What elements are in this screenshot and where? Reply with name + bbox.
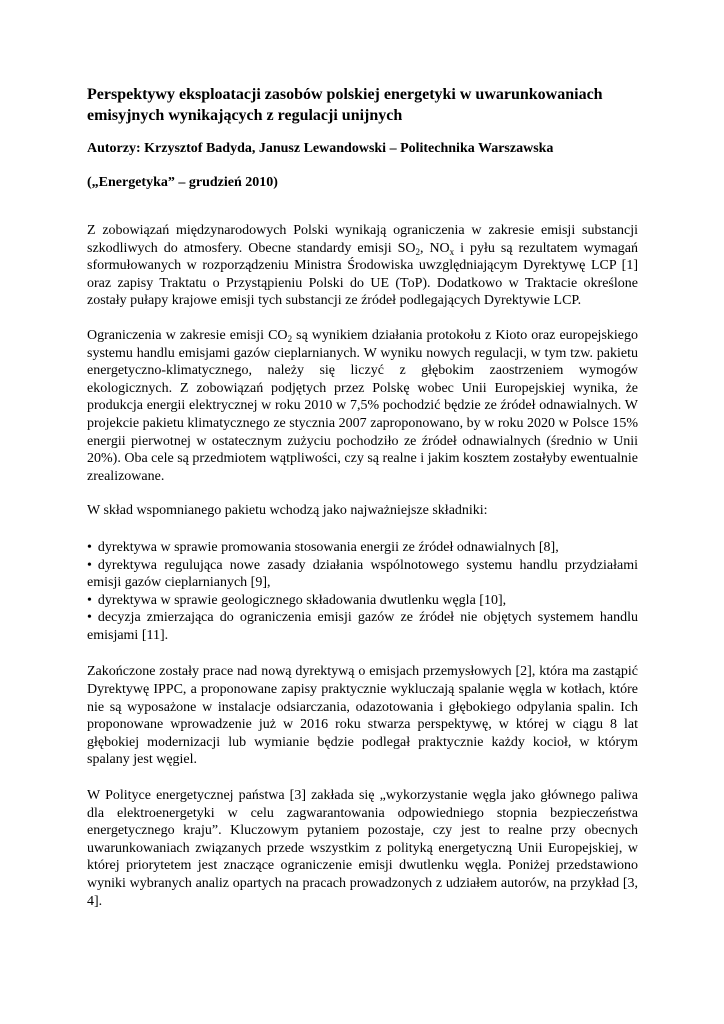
list-item-text: dyrektywa w sprawie geologicznego składowania dwutlenku węgla [10], [97,592,507,608]
text-run: Z zobowiązań międzynarodowych Polski wynikają ograniczenia w zakresie emisji substancji szkodliwych do atmosfery. Obecne standardy emisji SO [87,223,638,256]
list-item [87,539,638,557]
text-run: , NO [419,240,450,256]
source-line: („Energetyka” – grudzień 2010) [87,175,278,190]
bullet-marker: • [87,557,92,573]
text-run: Ograniczenia w zakresie emisji CO [87,327,288,343]
paragraph-co2-limits [87,327,638,485]
list-item-text: dyrektywa regulująca nowe zasady działania wspólnotowego systemu handlu przydziałami emisji gazów cieplarnianych [9], [87,557,638,591]
bullet-marker: • [87,539,92,555]
package-components-list [87,539,638,645]
document-page [87,84,638,910]
bullet-marker: • [87,592,92,608]
paragraph-industrial-emissions: Zakończone zostały prace nad nową dyrektywą o emisjach przemysłowych [2], która ma zastąpić Dyrektywę IPPC, a proponowane zapisy praktycznie wykluczają spalanie węgla w kotłach, które nie są wyposażone w instalacje odsiarczania, odazotowania i głębokiego odpylania spalin. Ich proponowane wprowadzenie już w 2016 roku stwarza perspektywę, w której w ciągu 8 lat głębokiej modernizacji lub wymianie będzie podlegał praktycznie każdy kocioł, w którym spalany jest węgiel. [87,664,638,768]
subscript: 2 [287,333,293,344]
bullet-marker: • [87,610,92,626]
list-item [87,592,638,610]
list-item [87,609,638,644]
authors-line: Autorzy: Krzysztof Badyda, Janusz Lewandowski – Politechnika Warszawska [87,141,554,156]
list-item-text: dyrektywa w sprawie promowania stosowania energii ze źródeł odnawialnych [8], [97,539,559,555]
list-item [87,557,638,592]
document-title: Perspektywy eksploatacji zasobów polskiej energetyki w uwarunkowaniach emisyjnych wynikających z regulacji unijnych [87,86,603,124]
paragraph-emissions-standards [87,222,638,310]
paragraph-energy-policy: W Polityce energetycznej państwa [3] zakłada się „wykorzystanie węgla jako głównego paliwa dla elektroenergetyki w celu zagwarantowania odpowiedniego stopnia bezpieczeństwa energetycznego kraju”. Kluczowym pytaniem pozostaje, czy jest to realne przy obecnych uwarunkowaniach związanych przede wszystkim z polityką energetyczną Unii Europejskiej, w której priorytetem jest znaczące ograniczenie emisji dwutlenku węgla. Poniżej przedstawiono wyniki wybranych analiz opartych na pracach prowadzonych z udziałem autorów, na przykład [3, 4]. [87,788,638,909]
subscript: 2 [415,246,420,257]
subscript: x [449,246,455,257]
text-run: są wynikiem działania protokołu z Kioto oraz europejskiego systemu handlu emisjami gazów cieplarnianych. W wyniku nowych regulacji, w tym tzw. pakietu energetyczno-klimatycznego, należy się liczyć z głębokim zaostrzeniem wymogów ekologicznych. Z zobowiązań podjętych przez Polskę wobec Unii Europejskiej wynika, że produkcja energii elektrycznej w roku 2010 w 7,5% pochodzić będzie ze źródeł odnawialnych. W projekcie pakietu klimatycznego ze stycznia 2007 zaproponowano, by w roku 2020 w Polsce 15% energii pierwotnej w ostatecznym zużyciu pochodziło ze źródeł odnawialnych (średnio w Unii 20%). Oba cele są przedmiotem wątpliwości, czy są realne i jakim kosztem zostałyby ewentualnie zrealizowane. [87,327,638,484]
text-run: i pyłu są rezultatem wymagań sformułowanych w rozporządzeniu Ministra Środowiska uwzględniającym Dyrektywę LCP [1] oraz zapisy Traktatu o Przystąpieniu Polski do UE (ToP). Dodatkowo w Traktacie określone zostały pułapy krajowe emisji tych substancji ze źródeł podlegających Dyrektywie LCP. [87,240,638,309]
paragraph-package-intro: W skład wspomnianego pakietu wchodzą jako najważniejsze składniki: [87,503,488,519]
list-item-text: decyzja zmierzająca do ograniczenia emisji gazów ze źródeł nie objętych systemem handlu emisjami [11]. [87,610,638,643]
